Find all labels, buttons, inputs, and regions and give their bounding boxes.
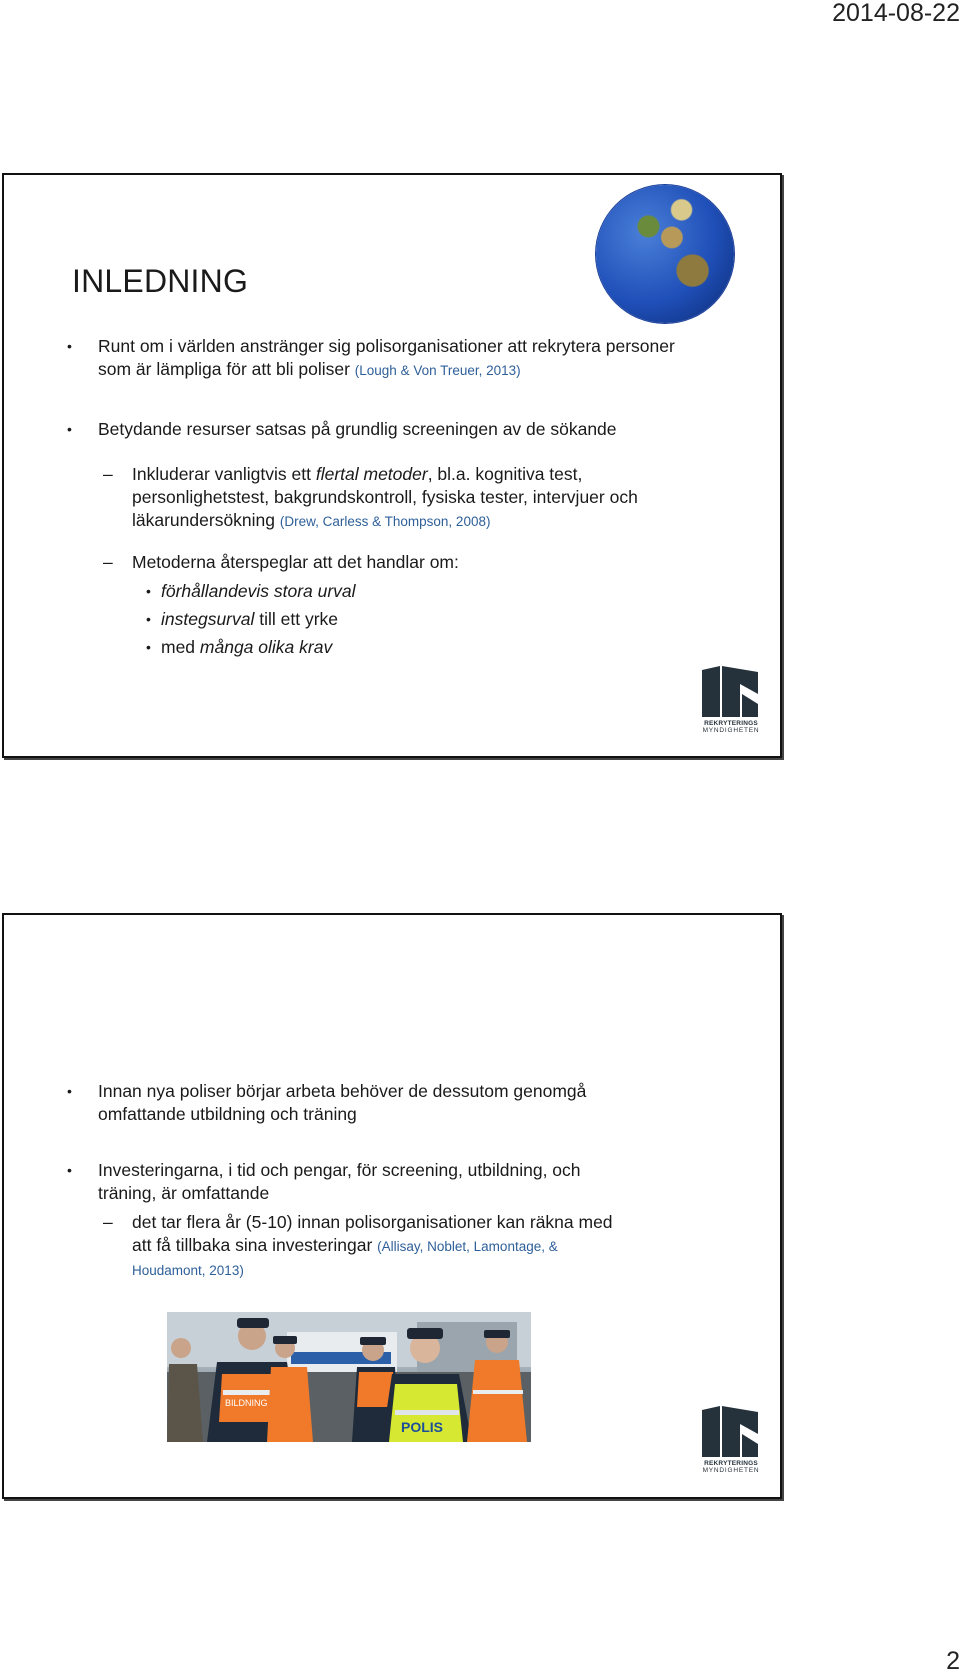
sub-bullet-list (66, 551, 666, 574)
citation: (Lough & Von Treuer, 2013) (354, 363, 521, 378)
rm-logo-icon (700, 1404, 760, 1459)
bullet-item: • Investeringarna, i tid och pengar, för screening, utbildning, och träning, är omfattande (66, 1159, 636, 1205)
vest-text: BILDNING (225, 1398, 268, 1408)
bullet-list (66, 335, 706, 382)
bullet-list (66, 418, 706, 441)
logo-text: REKRYTERINGS MYNDIGHETEN (702, 1460, 760, 1474)
sub-bullet-list (66, 1211, 626, 1282)
sub-bullet-list (66, 463, 666, 533)
citation: (Drew, Carless & Thompson, 2008) (279, 514, 491, 529)
sub-bullet-item: – Inkluderar vanligtvis ett flertal metoder, bl.a. kognitiva test, personlighetstest, bakgrundskontroll, fysiska tester, intervjuer och läkarundersökning (Drew, Carless & Thompson, 2008) (103, 464, 638, 530)
sub-bullet-item: – Metoderna återspeglar att det handlar om: (103, 552, 459, 572)
third-level-item: • förhållandevis stora urval (66, 577, 666, 605)
third-level-item: • med många olika krav (66, 633, 666, 661)
bullet-item: • Betydande resurser satsas på grundlig screeningen av de sökande (66, 418, 706, 441)
police-photo-illustration (167, 1312, 531, 1442)
slide-title: INLEDNING (72, 263, 249, 299)
logo-text: REKRYTERINGS MYNDIGHETEN (702, 720, 760, 734)
police-officers-photo (167, 1312, 531, 1442)
third-level-list (66, 577, 666, 661)
rekryteringsmyndigheten-logo (698, 664, 764, 736)
bullet-list (66, 1159, 636, 1205)
bullet-item: • Innan nya poliser börjar arbeta behöver de dessutom genomgå omfattande utbildning och träning (66, 1080, 626, 1126)
page-number: 2 (946, 1647, 960, 1675)
dash-marker: – (103, 1212, 113, 1232)
rekryteringsmyndigheten-logo (698, 1404, 764, 1476)
slide-screening-investment (2, 913, 782, 1499)
header-date: 2014-08-22 (832, 0, 960, 27)
dash-marker: – (103, 464, 113, 484)
sub-bullet-item: – det tar flera år (5-10) innan polisorganisationer kan räkna med att få tillbaka sina investeringar (Allisay, Noblet, Lamontage, & Houdamont, 2013) (103, 1212, 613, 1278)
globe-image (596, 185, 734, 323)
third-level-item: • instegsurval till ett yrke (66, 605, 666, 633)
dash-marker: – (103, 552, 113, 572)
rm-logo-icon (700, 664, 760, 719)
bullet-item: • Runt om i världen anstränger sig polisorganisationer att rekrytera personer som är lämpliga för att bli poliser (Lough & Von Treuer, 2013) (66, 335, 706, 382)
bullet-list (66, 1080, 626, 1126)
citation: (Allisay, Noblet, Lamontage, & Houdamont, 2013) (132, 1239, 558, 1278)
slide-inledning (2, 173, 782, 758)
polis-vest-text: POLIS (401, 1419, 444, 1435)
